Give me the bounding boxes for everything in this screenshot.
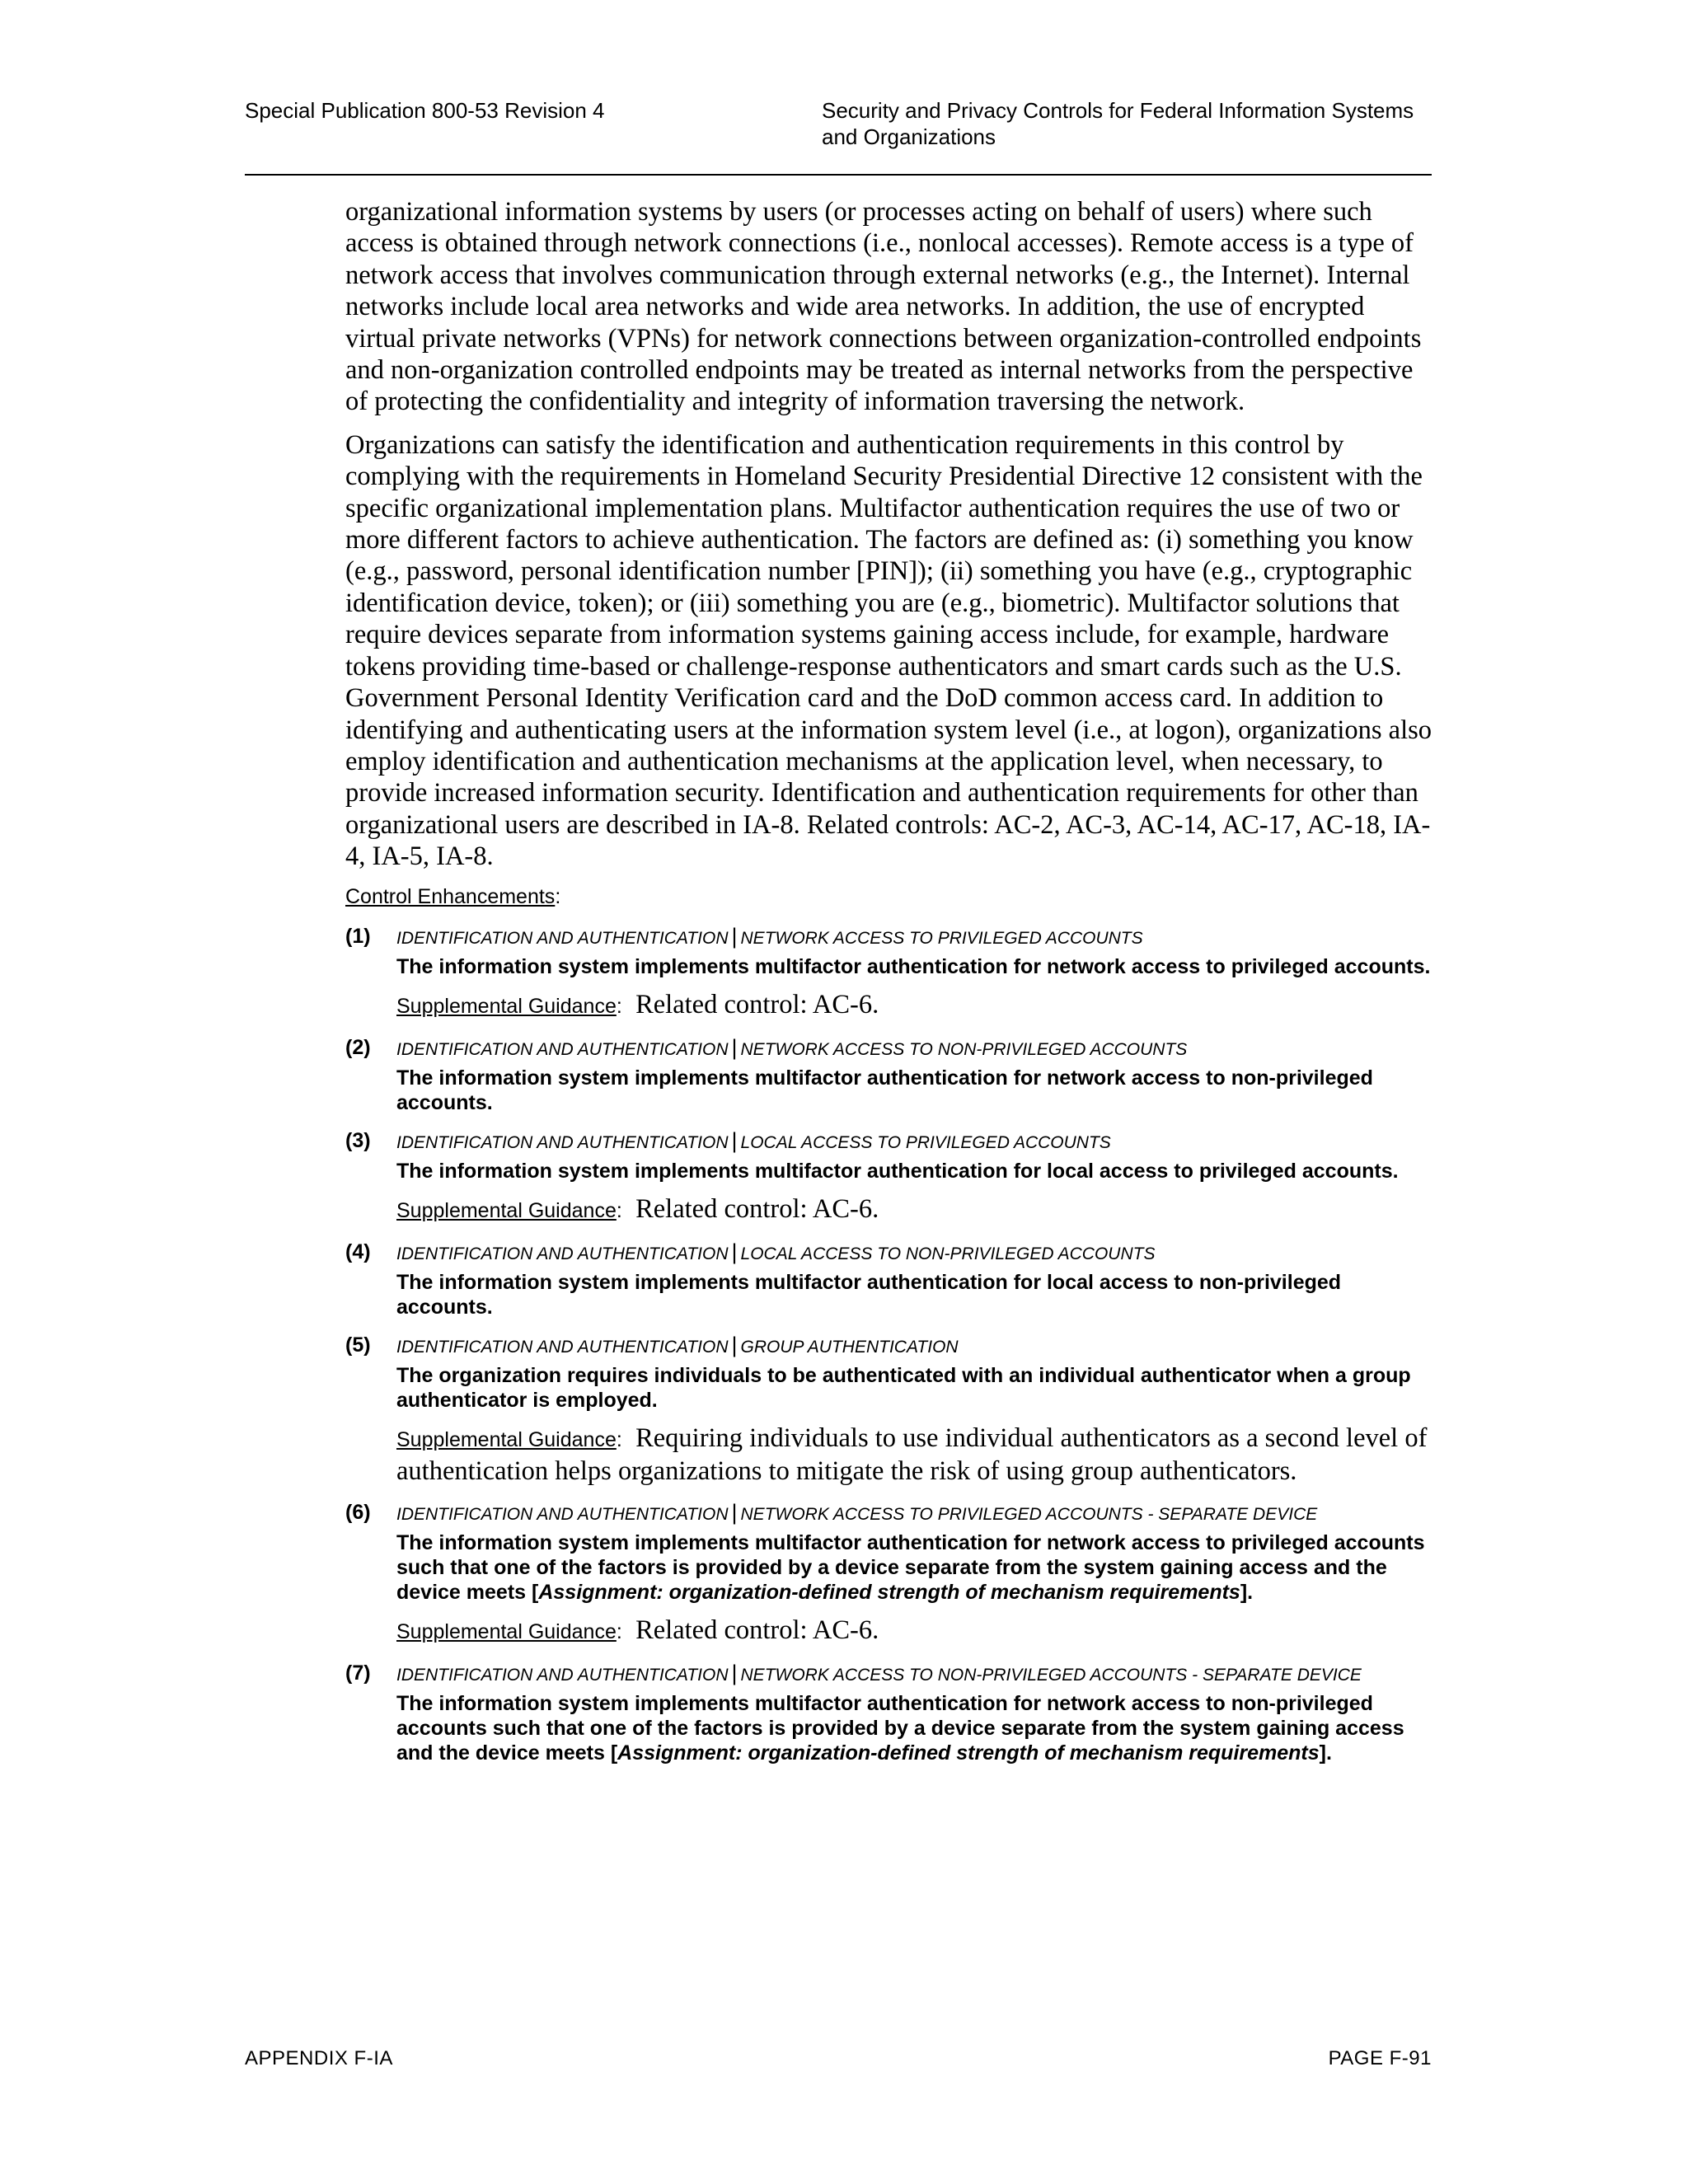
enhancement-number: (5) [345, 1333, 371, 1357]
enhancement-title: IDENTIFICATION AND AUTHENTICATION | LOCAL ACCESS TO PRIVILEGED ACCOUNTS [396, 1127, 1111, 1153]
assignment-parameter: Assignment: organization-defined strength of mechanism requirements [617, 1741, 1320, 1765]
enhancement-number: (1) [345, 924, 371, 948]
document-title-line-1: Security and Privacy Controls for Federal Information Systems [822, 98, 1414, 123]
enhancement-1 [345, 924, 1435, 1022]
body-paragraph-1: organizational information systems by users (or processes acting on behalf of users) where such access is obtained through network connections (i.e., nonlocal accesses). Remote access is a type of network access that involves communication through external networks (e.g., the Internet). Internal networks include local area networks and wide area networks. In addition, the use of encrypted virtual private networks (VPNs) for network connections between organization-controlled endpoints and non-organization controlled endpoints may be treated as internal networks from the perspective of protecting the confidentiality and integrity of information traversing the network. [345, 197, 1422, 417]
enhancement-text: The information system implements multifactor authentication for local access to non-privileged accounts. [396, 1270, 1342, 1319]
supplemental-guidance: Supplemental Guidance: Related control: AC-6. [396, 989, 879, 1019]
footer-appendix: APPENDIX F-IA [245, 2047, 393, 2069]
enhancement-number: (4) [345, 1240, 371, 1263]
enhancement-number: (3) [345, 1128, 371, 1152]
page-content [345, 196, 1435, 1779]
enhancement-number: (2) [345, 1035, 371, 1059]
assignment-parameter: Assignment: organization-defined strength of mechanism requirements [538, 1580, 1240, 1604]
page-header [245, 97, 1432, 176]
enhancement-title: IDENTIFICATION AND AUTHENTICATION | GROUP AUTHENTICATION [396, 1332, 959, 1357]
document-title [822, 97, 1432, 150]
enhancement-number: (7) [345, 1661, 371, 1685]
enhancement-text: The information system implements multifactor authentication for network access to privileged accounts. [396, 954, 1431, 978]
footer-page-number: PAGE F-91 [1328, 2047, 1432, 2069]
header-rule [245, 174, 1432, 176]
control-enhancements-label: Control Enhancements [345, 884, 556, 908]
enhancement-2 [345, 1035, 1435, 1115]
enhancement-title: IDENTIFICATION AND AUTHENTICATION | LOCAL ACCESS TO NON-PRIVILEGED ACCOUNTS [396, 1239, 1156, 1264]
enhancement-number: (6) [345, 1500, 371, 1524]
publication-title: Special Publication 800-53 Revision 4 [245, 98, 605, 123]
enhancement-title: IDENTIFICATION AND AUTHENTICATION | NETWORK ACCESS TO PRIVILEGED ACCOUNTS [396, 923, 1143, 949]
supplemental-guidance: Supplemental Guidance: Requiring individuals to use individual authenticators as a second level of authentication helps organizations to mitigate the risk of using group authenticators. [396, 1422, 1428, 1486]
enhancement-title: IDENTIFICATION AND AUTHENTICATION | NETWORK ACCESS TO PRIVILEGED ACCOUNTS - SEPARATE DEVICE [396, 1499, 1318, 1525]
enhancement-title: IDENTIFICATION AND AUTHENTICATION | NETWORK ACCESS TO NON-PRIVILEGED ACCOUNTS - SEPARATE DEVICE [396, 1660, 1362, 1685]
supplemental-guidance: Supplemental Guidance: Related control: AC-6. [396, 1193, 879, 1224]
enhancement-6 [345, 1500, 1435, 1647]
enhancement-4 [345, 1240, 1435, 1319]
body-paragraph-2: Organizations can satisfy the identification and authentication requirements in this control by complying with the requirements in Homeland Security Presidential Directive 12 consistent with the specific organizational implementation plans. Multifactor authentication requires the use of two or more different factors to achieve authentication. The factors are defined as: (i) something you know (e.g., password, personal identification number [PIN]); (ii) something you have (e.g., cryptographic identification device, token); or (iii) something you are (e.g., biometric). Multifactor solutions that require devices separate from information systems gaining access include, for example, hardware tokens providing time-based or challenge-response authenticators and smart cards such as the U.S. Government Personal Identity Verification card and the DoD common access card. In addition to identifying and authenticating users at the information system level (i.e., at logon), organizations also employ identification and authentication mechanisms at the application level, when necessary, to provide increased information security. Identification and authentication requirements for other than organizational users are described in IA-8. Related controls: AC-2, AC-3, AC-14, AC-17, AC-18, IA-4, IA-5, IA-8. [345, 429, 1432, 872]
enhancement-text: The organization requires individuals to be authenticated with an individual authenticator when a group authenticator is employed. [396, 1363, 1411, 1412]
control-enhancements-heading: Control Enhancements: [345, 884, 561, 908]
enhancement-title: IDENTIFICATION AND AUTHENTICATION | NETWORK ACCESS TO NON-PRIVILEGED ACCOUNTS [396, 1034, 1188, 1060]
enhancement-text: The information system implements multifactor authentication for network access to non-privileged accounts. [396, 1066, 1373, 1114]
enhancement-7 [345, 1661, 1435, 1765]
supplemental-guidance: Supplemental Guidance: Related control: AC-6. [396, 1615, 879, 1645]
enhancement-text: The information system implements multifactor authentication for network access to non-privileged accounts such that one of the factors is provided by a device separate from the system gaining access and the device meets [Assignment: organization-defined strength of mechanism requirements]. [396, 1691, 1404, 1765]
enhancement-3 [345, 1128, 1435, 1226]
enhancement-text: The information system implements multifactor authentication for network access to privileged accounts such that one of the factors is provided by a device separate from the system gaining access and the device meets [Assignment: organization-defined strength of mechanism requirements]. [396, 1530, 1425, 1604]
enhancement-5 [345, 1333, 1435, 1487]
document-title-line-2: and Organizations [822, 124, 996, 149]
enhancement-text: The information system implements multifactor authentication for local access to privileged accounts. [396, 1159, 1399, 1183]
